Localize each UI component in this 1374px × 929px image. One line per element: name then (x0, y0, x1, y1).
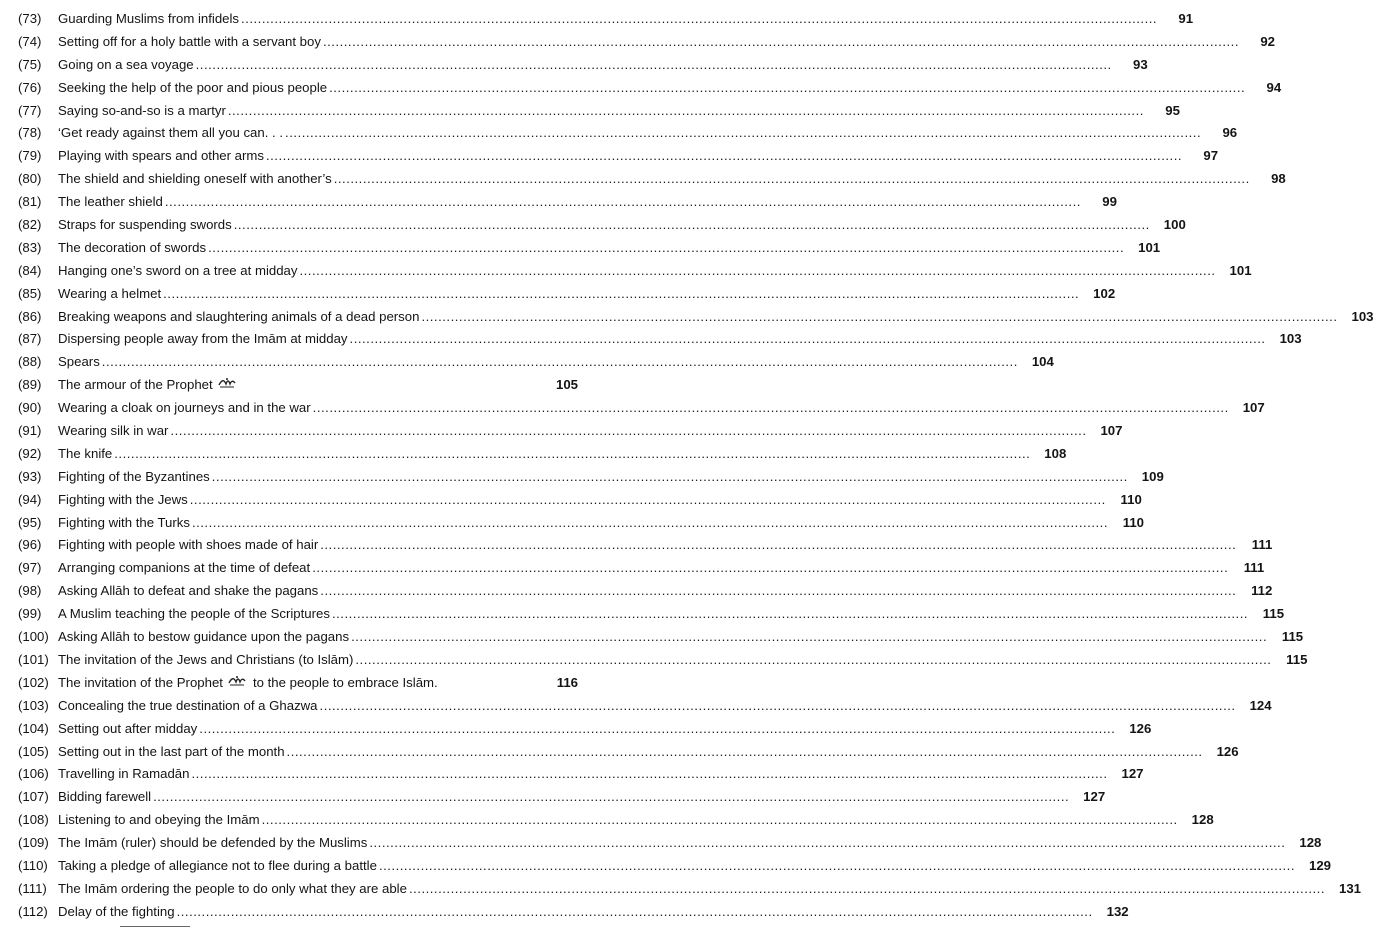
toc-entry (18, 534, 1273, 557)
toc-entry-number: (78) (18, 125, 42, 141)
toc-entry-number: (92) (18, 445, 42, 461)
toc-entry (18, 489, 1142, 512)
toc-entry-number: (104) (18, 720, 49, 736)
toc-entry-page-number: 128 (1299, 835, 1322, 851)
dot-leader: ............................................................................................................................................................................................................................ (170, 423, 1087, 439)
toc-entry-title: Breaking weapons and slaughtering animals of a dead person (58, 308, 420, 324)
toc-entry-title: The invitation of the Jews and Christians (to Islām) (58, 651, 354, 667)
toc-entry-title-continued: to the people to embrace Islām. (252, 674, 438, 690)
dot-leader: ............................................................................................................................................................................................................................ (176, 903, 1093, 919)
toc-entry (18, 878, 1362, 901)
toc-entry (18, 512, 1144, 535)
toc-entry-title: Fighting of the Byzantines (58, 468, 210, 484)
toc-entry-number: (110) (18, 857, 48, 873)
toc-entry-page-number: 115 (1281, 629, 1304, 645)
toc-entry-title: Fighting with the Jews (58, 491, 188, 507)
dot-leader: ............................................................................................................................................................................................................................ (320, 537, 1237, 553)
toc-entry-number: (97) (18, 560, 42, 576)
toc-entry-page-number: 102 (1093, 285, 1116, 301)
dot-leader: ............................................................................................................................................................................................................................ (355, 651, 1272, 667)
toc-entry-title: The invitation of the Prophet (58, 674, 223, 690)
toc-entry-page-number: 100 (1163, 217, 1186, 233)
toc-entry-title: The Imām ordering the people to do only what they are able (58, 880, 407, 896)
dot-leader: ............................................................................................................................................................................................................................ (312, 560, 1229, 576)
toc-entry-page-number: 94 (1266, 79, 1282, 95)
toc-entry-number: (109) (18, 835, 49, 851)
toc-entry (18, 718, 1152, 741)
toc-entry (18, 832, 1322, 855)
toc-entry-title: Asking Allāh to defeat and shake the pagans (58, 583, 319, 599)
toc-entry-title: Travelling in Ramadān (58, 766, 190, 782)
dot-leader: ............................................................................................................................................................................................................................ (211, 468, 1128, 484)
toc-entry-page-number: 105 (555, 377, 578, 393)
toc-entry-title: Hanging one’s sword on a tree at midday (58, 262, 298, 278)
toc-entry-number: (91) (18, 423, 42, 439)
salutation-seal-icon (217, 374, 237, 388)
toc-entry-title: ‘Get ready against them all you can. . . (58, 125, 284, 141)
dot-leader: ............................................................................................................................................................................................................................ (333, 171, 1250, 187)
toc-entry (18, 260, 1252, 283)
toc-entry-page-number: 127 (1083, 789, 1106, 805)
toc-entry-title: The leather shield (58, 194, 163, 210)
toc-entry (18, 809, 1214, 832)
toc-entry-title: Setting out in the last part of the month (58, 743, 285, 759)
toc-entry (18, 420, 1123, 443)
dot-leader: ............................................................................................................................................................................................................................ (114, 445, 1031, 461)
toc-entry-page-number: 124 (1249, 697, 1272, 713)
dot-leader: ............................................................................................................................................................................................................................ (101, 354, 1018, 370)
toc-entry (18, 626, 1304, 649)
toc-entry (18, 695, 1272, 718)
dot-leader: ............................................................................................................................................................................................................................ (195, 56, 1112, 72)
toc-entry-number: (90) (18, 400, 42, 416)
toc-entry-title: Setting out after midday (58, 720, 198, 736)
dot-leader: ............................................................................................................................................................................................................................ (227, 102, 1144, 118)
toc-entry (18, 214, 1186, 237)
toc-entry-page-number: 108 (1044, 445, 1067, 461)
toc-entry-page-number: 111 (1243, 560, 1265, 576)
toc-entry-page-number: 115 (1286, 651, 1308, 667)
toc-entry-number: (80) (18, 171, 42, 187)
toc-entry (18, 763, 1144, 786)
toc-entry-title: Going on a sea voyage (58, 56, 194, 72)
toc-entry-page-number: 116 (556, 674, 578, 690)
toc-entry-page-number: 101 (1138, 239, 1161, 255)
toc-entry-number: (85) (18, 285, 42, 301)
toc-entry-number: (111) (18, 880, 47, 896)
toc-entry-number: (96) (18, 537, 42, 553)
toc-entry-number: (79) (18, 148, 42, 164)
toc-entry-page-number: 126 (1216, 743, 1239, 759)
toc-entry-title: The Imām (ruler) should be defended by the Muslims (58, 835, 368, 851)
toc-entry-page-number: 96 (1222, 125, 1238, 141)
toc-entry-number: (99) (18, 606, 42, 622)
dot-leader: ............................................................................................................................................................................................................................ (241, 11, 1158, 26)
toc-entry-title: Wearing silk in war (58, 423, 169, 439)
toc-entry-page-number: 112 (1251, 583, 1273, 599)
toc-entry-number: (89) (18, 377, 42, 393)
toc-entry-number: (75) (18, 56, 42, 72)
toc-entry-number: (108) (18, 812, 49, 828)
toc-entry (18, 397, 1265, 420)
toc-entry-title: The decoration of swords (58, 239, 207, 255)
toc-entry-number: (74) (18, 33, 42, 49)
dot-leader: ............................................................................................................................................................................................................................ (408, 880, 1326, 896)
dot-leader: ............................................................................................................................................................................................................................ (286, 743, 1203, 759)
toc-entry-title: Wearing a cloak on journeys and in the war (58, 400, 311, 416)
toc-entry-page-number: 109 (1141, 468, 1164, 484)
toc-entry-title: Straps for suspending swords (58, 217, 232, 233)
toc-entry (18, 649, 1308, 672)
toc-entry-page-number: 110 (1120, 491, 1142, 507)
toc-entry-page-number: 129 (1308, 857, 1331, 873)
toc-entry-number: (103) (18, 697, 49, 713)
toc-entry-title: The knife (58, 445, 113, 461)
toc-entry (18, 741, 1239, 764)
toc-entry-page-number: 93 (1133, 56, 1148, 72)
toc-entry (18, 328, 1302, 351)
toc-entry (18, 786, 1106, 809)
toc-entry-title: Saying so-and-so is a martyr (58, 102, 226, 118)
toc-entry-number: (81) (18, 194, 42, 210)
dot-leader: ............................................................................................................................................................................................................................ (322, 33, 1239, 49)
dot-leader: ............................................................................................................................................................................................................................ (378, 857, 1295, 873)
dot-leader: ............................................................................................................................................................................................................................ (191, 514, 1108, 530)
dot-leader: ............................................................................................................................................................................................................................ (421, 308, 1338, 324)
toc-entry (18, 191, 1117, 214)
toc-entry-page-number: 97 (1203, 148, 1219, 164)
toc-entry-title: Arranging companions at the time of defeat (58, 560, 311, 576)
dot-leader: ............................................................................................................................................................................................................................ (285, 125, 1202, 141)
toc-entry-title: Asking Allāh to bestow guidance upon the pagans (58, 629, 350, 645)
toc-entry-page-number: 104 (1031, 354, 1054, 370)
toc-entry-number: (87) (18, 331, 42, 347)
toc-entry-title: Taking a pledge of allegiance not to flee during a battle (58, 857, 377, 873)
toc-entry-page-number: 132 (1106, 903, 1129, 919)
dot-leader: ............................................................................................................................................................................................................................ (312, 400, 1229, 416)
toc-entry-title: Concealing the true destination of a Ghazwa (58, 697, 318, 713)
toc-entry-title: The shield and shielding oneself with another’s (58, 171, 332, 187)
salutation-seal-icon (227, 672, 247, 686)
dot-leader: ............................................................................................................................................................................................................................ (164, 194, 1081, 210)
toc-entry-number: (82) (18, 217, 42, 233)
dot-leader: ............................................................................................................................................................................................................................ (369, 835, 1286, 851)
toc-entry-number: (88) (18, 354, 42, 370)
toc-entry-title: Setting off for a holy battle with a servant boy (58, 33, 321, 49)
toc-entry (18, 855, 1331, 878)
dot-leader: ............................................................................................................................................................................................................................ (191, 766, 1108, 782)
toc-entry (18, 374, 578, 397)
toc-entry-number: (107) (18, 789, 49, 805)
toc-entry-page-number: 91 (1178, 11, 1194, 26)
toc-entry (18, 283, 1116, 306)
dot-leader: ............................................................................................................................................................................................................................ (299, 262, 1216, 278)
toc-entry (18, 557, 1265, 580)
dot-leader: ............................................................................................................................................................................................................................ (261, 812, 1178, 828)
toc-entry-title: Fighting with people with shoes made of hair (58, 537, 319, 553)
toc-entry (18, 306, 1374, 329)
toc-entry (18, 351, 1054, 374)
toc-entry-page-number: 99 (1102, 194, 1117, 210)
table-of-contents (18, 8, 1374, 924)
dot-leader: ............................................................................................................................................................................................................................ (320, 583, 1237, 599)
toc-entry (18, 580, 1273, 603)
toc-entry-title: Bidding farewell (58, 789, 152, 805)
toc-entry-title: Guarding Muslims from infidels (58, 11, 240, 26)
toc-entry-title: A Muslim teaching the people of the Scriptures (58, 606, 330, 622)
toc-entry-number: (105) (18, 743, 49, 759)
toc-entry-page-number: 107 (1242, 400, 1265, 416)
toc-entry-page-number: 131 (1339, 880, 1362, 896)
toc-entry (18, 145, 1219, 168)
dot-leader: ............................................................................................................................................................................................................................ (199, 720, 1116, 736)
toc-entry-number: (76) (18, 79, 42, 95)
dot-leader: ............................................................................................................................................................................................................................ (331, 606, 1249, 622)
toc-entry-page-number: 127 (1121, 766, 1144, 782)
dot-leader: ............................................................................................................................................................................................................................ (189, 491, 1106, 507)
dot-leader: ............................................................................................................................................................................................................................ (233, 217, 1150, 233)
dot-leader: ............................................................................................................................................................................................................................ (265, 148, 1183, 164)
toc-entry-number: (98) (18, 583, 42, 599)
toc-entry-number: (83) (18, 239, 42, 255)
toc-entry-title: Delay of the fighting (58, 903, 175, 919)
toc-entry-number: (94) (18, 491, 42, 507)
toc-entry-page-number: 128 (1191, 812, 1214, 828)
dot-leader: ............................................................................................................................................................................................................................ (351, 629, 1268, 645)
toc-entry (18, 77, 1282, 100)
toc-entry-title: Wearing a helmet (58, 285, 162, 301)
toc-entry-page-number: 110 (1122, 514, 1144, 530)
toc-entry-number: (95) (18, 514, 42, 530)
toc-entry (18, 122, 1238, 145)
dot-leader: ............................................................................................................................................................................................................................ (319, 697, 1236, 713)
toc-entry (18, 8, 1194, 31)
dot-leader: ............................................................................................................................................................................................................................ (153, 789, 1070, 805)
toc-entry-number: (86) (18, 308, 42, 324)
dot-leader: ............................................................................................................................................................................................................................ (208, 239, 1125, 255)
toc-entry-title: Playing with spears and other arms (58, 148, 264, 164)
toc-entry (18, 443, 1067, 466)
dot-leader: ............................................................................................................................................................................................................................ (349, 331, 1266, 347)
toc-entry (18, 901, 1129, 924)
toc-entry (18, 672, 578, 695)
toc-entry-page-number: 103 (1279, 331, 1302, 347)
toc-entry-title: Fighting with the Turks (58, 514, 190, 530)
toc-entry (18, 54, 1148, 77)
toc-entry-number: (73) (18, 11, 42, 26)
page-footer-rule (120, 926, 190, 927)
dot-leader: ............................................................................................................................................................................................................................ (163, 285, 1080, 301)
toc-entry-number: (100) (18, 629, 49, 645)
toc-entry (18, 31, 1275, 54)
dot-leader: ............................................................................................................................................................................................................................ (329, 79, 1246, 95)
toc-entry-page-number: 115 (1262, 606, 1285, 622)
toc-entry-page-number: 111 (1251, 537, 1273, 553)
toc-entry-number: (77) (18, 102, 42, 118)
toc-entry-title: Spears (58, 354, 100, 370)
toc-entry (18, 100, 1180, 123)
toc-entry-title: The armour of the Prophet (58, 377, 213, 393)
toc-entry (18, 168, 1286, 191)
toc-entry-number: (112) (18, 903, 48, 919)
toc-entry-number: (102) (18, 674, 49, 690)
toc-entry-page-number: 92 (1260, 33, 1275, 49)
toc-entry-title: Seeking the help of the poor and pious people (58, 79, 328, 95)
toc-entry (18, 237, 1161, 260)
toc-entry-title: Listening to and obeying the Imām (58, 812, 260, 828)
toc-entry-title: Dispersing people away from the Imām at midday (58, 331, 348, 347)
toc-entry-number: (93) (18, 468, 42, 484)
toc-entry-page-number: 126 (1129, 720, 1152, 736)
toc-entry-page-number: 101 (1229, 262, 1252, 278)
toc-entry-number: (101) (18, 651, 49, 667)
toc-entry-page-number: 98 (1271, 171, 1286, 187)
toc-entry (18, 466, 1164, 489)
toc-entry-page-number: 95 (1165, 102, 1180, 118)
toc-entry-number: (106) (18, 766, 49, 782)
toc-entry-page-number: 107 (1100, 423, 1123, 439)
toc-entry (18, 603, 1285, 626)
toc-entry-page-number: 103 (1351, 308, 1374, 324)
toc-entry-number: (84) (18, 262, 42, 278)
